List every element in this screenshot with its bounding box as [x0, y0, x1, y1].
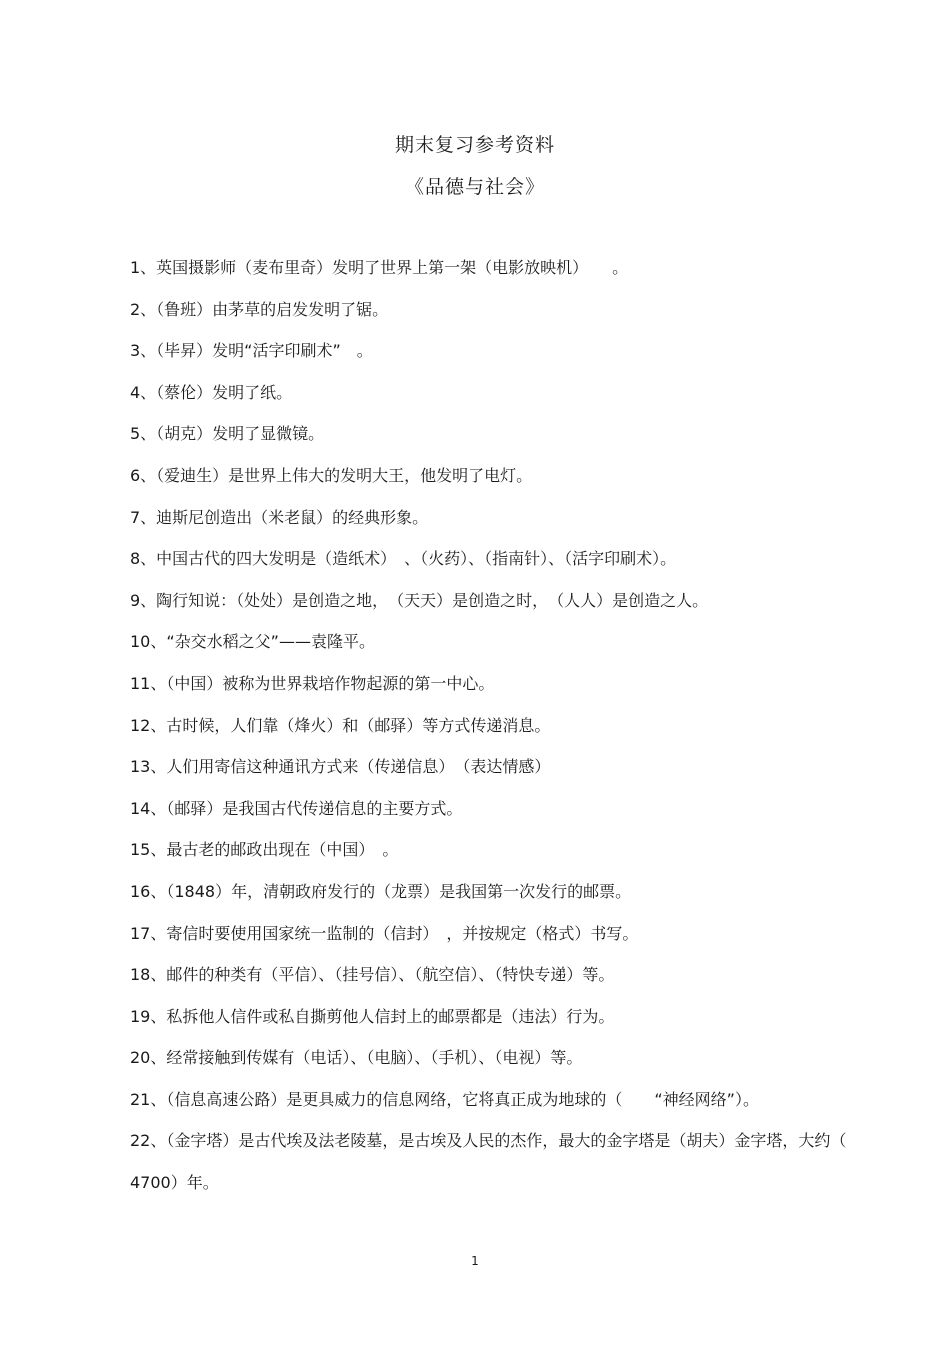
- list-item: 14、（邮驿）是我国古代传递信息的主要方式。: [130, 798, 463, 818]
- list-item: 15、最古老的邮政出现在（中国） 。: [130, 840, 399, 860]
- list-item: 9、陶行知说：（处处）是创造之地， （天天）是创造之时， （人人）是创造之人。: [130, 590, 709, 610]
- list-item: 16、（1848）年，清朝政府发行的（龙票）是我国第一次发行的邮票。: [130, 881, 632, 901]
- list-item: 20、经常接触到传媒有（电话）、（电脑）、（手机）、（电视）等。: [130, 1048, 583, 1068]
- list-item: 6、（爱迪生）是世界上伟大的发明大王，他发明了电灯。: [130, 465, 533, 485]
- list-item: 17、寄信时要使用国家统一监制的（信封） ，并按规定（格式）书写。: [130, 923, 639, 943]
- list-item: 1、英国摄影师（麦布里奇）发明了世界上第一架（电影放映机） 。: [130, 258, 629, 277]
- list-item: 8、中国古代的四大发明是（造纸术） 、（火药）、（指南针）、（活字印刷术）。: [130, 549, 677, 569]
- list-item: 12、古时候，人们靠（烽火）和（邮驿）等方式传递消息。: [130, 715, 551, 735]
- list-item: 13、人们用寄信这种通讯方式来（传递信息） （表达情感）: [130, 757, 551, 777]
- list-item: 22、（金字塔）是古代埃及法老陵墓，是古埃及人民的杰作，最大的金字塔是（胡夫）金字塔，大约（ 4700）年。: [130, 1131, 847, 1193]
- list-item: 2、（鲁班）由茅草的启发发明了锯。: [130, 299, 389, 319]
- page-number: 1: [471, 1254, 479, 1268]
- list-item: 11、（中国）被称为世界栽培作物起源的第一中心。: [130, 673, 495, 693]
- list-item: 3、（毕昇）发明“活字印刷术” 。: [130, 341, 373, 361]
- list-item: 4、（蔡伦）发明了纸。: [130, 382, 293, 402]
- question-list: [130, 258, 850, 1226]
- document-title: 期末复习参考资料: [394, 134, 555, 156]
- document-subtitle: 《品德与社会》: [404, 176, 545, 198]
- list-item: 7、迪斯尼创造出（米老鼠）的经典形象。: [130, 507, 429, 527]
- list-item: 21、（信息高速公路）是更具威力的信息网络，它将真正成为地球的（ “神经网络”）。: [130, 1089, 759, 1109]
- list-item: 5、（胡克）发明了显微镜。: [130, 424, 325, 444]
- list-item: 10、“杂交水稻之父”——袁隆平。: [130, 632, 375, 652]
- list-item: 19、私拆他人信件或私自撕剪他人信封上的邮票都是（违法）行为。: [130, 1006, 615, 1026]
- list-item: 18、邮件的种类有（平信）、（挂号信）、（航空信）、（特快专递）等。: [130, 965, 615, 985]
